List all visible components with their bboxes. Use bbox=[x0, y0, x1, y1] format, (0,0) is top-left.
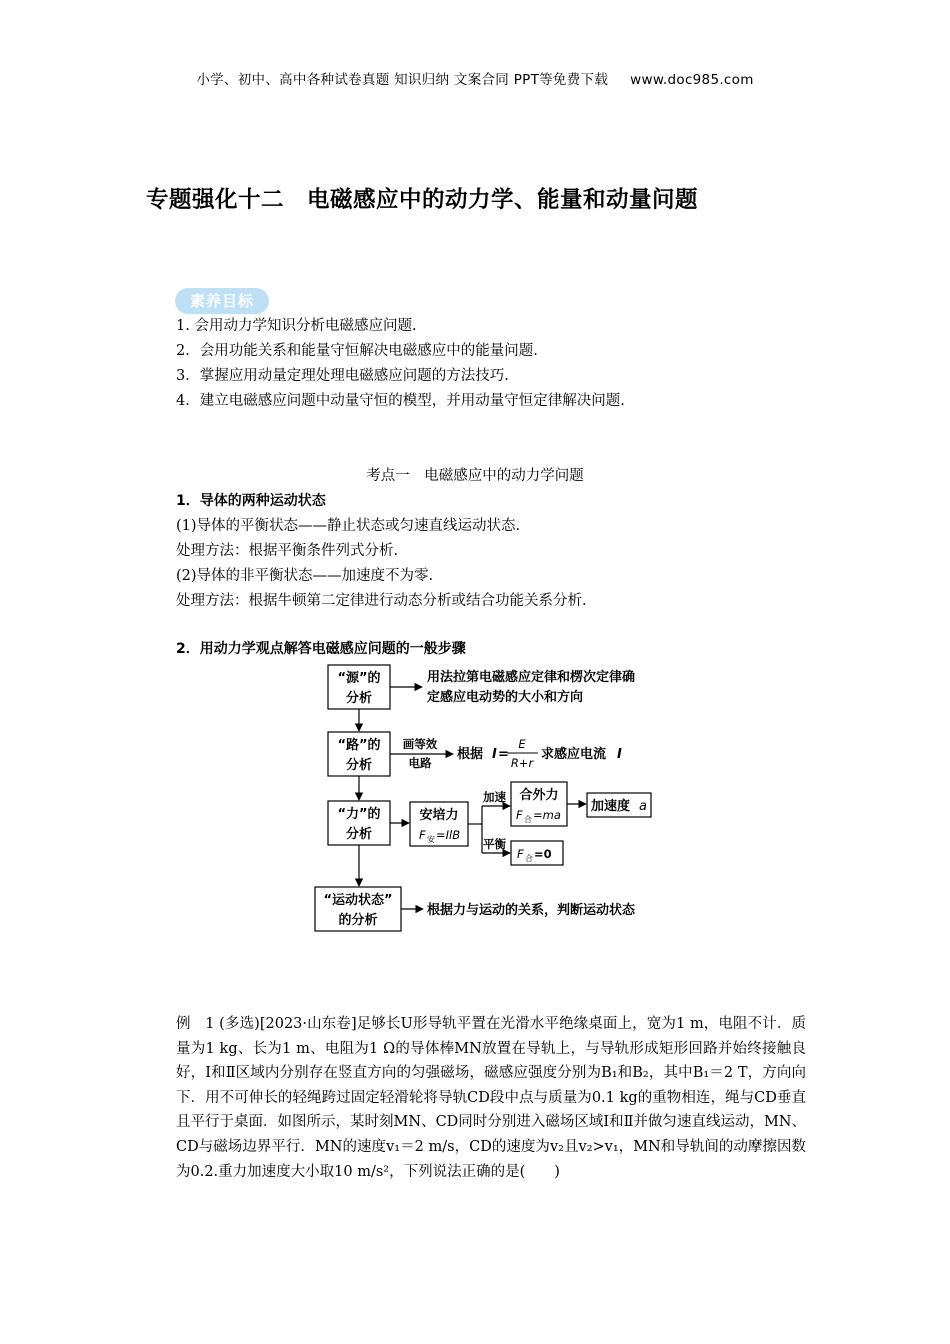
path-box-line1: “路”的 bbox=[337, 738, 381, 753]
goal-item-4: 4．建立电磁感应问题中动量守恒的模型，并用动量守恒定律解决问题. bbox=[176, 393, 625, 409]
path-arrow-label2: 电路 bbox=[408, 756, 432, 770]
goal-item-3: 3．掌握应用动量定理处理电磁感应问题的方法技巧. bbox=[176, 368, 509, 384]
balance-label: 平衡 bbox=[483, 837, 506, 851]
ampere-F: F bbox=[419, 828, 426, 842]
page-header bbox=[0, 68, 950, 88]
source-box-line1: “源”的 bbox=[337, 671, 381, 686]
goals-badge: 素养目标 bbox=[175, 288, 269, 314]
path-arrow-label1: 画等效 bbox=[402, 737, 438, 751]
example-paragraph bbox=[176, 1012, 806, 1184]
force-box-line1: “力”的 bbox=[337, 807, 381, 822]
body-line-2: 处理方法：根据平衡条件列式分析. bbox=[176, 543, 399, 559]
path-note-equals: = bbox=[498, 747, 509, 762]
net-force-sub: 合 bbox=[524, 815, 532, 824]
path-note-suffix: 求感应电流 bbox=[541, 747, 607, 762]
net-force-F: F bbox=[516, 808, 523, 822]
balance-F: F bbox=[517, 847, 524, 861]
ampere-force-label: 安培力 bbox=[419, 808, 459, 823]
motion-box-line2: 的分析 bbox=[338, 913, 378, 928]
subheading-2: 2．用动力学观点解答电磁感应问题的一般步骤 bbox=[176, 641, 466, 657]
source-note-line1: 用法拉第电磁感应定律和楞次定律确 bbox=[427, 670, 636, 685]
path-note-current-var: I bbox=[492, 747, 497, 762]
header-url[interactable]: www.doc985.com bbox=[630, 72, 754, 88]
subheading-1: 1．导体的两种运动状态 bbox=[176, 493, 326, 509]
net-force-eq: =ma bbox=[533, 808, 561, 822]
goal-item-1: 1. 会用动力学知识分析电磁感应问题. bbox=[176, 318, 417, 334]
balance-sub: 合 bbox=[525, 854, 533, 863]
force-box-line2: 分析 bbox=[345, 827, 373, 842]
body-line-1: (1)导体的平衡状态——静止状态或匀速直线运动状态. bbox=[176, 518, 521, 534]
acceleration-label: 加速度 bbox=[591, 799, 631, 814]
source-box-line2: 分析 bbox=[345, 691, 373, 706]
motion-box-line1: “运动状态” bbox=[323, 893, 393, 908]
path-note-denominator: R+r bbox=[510, 756, 534, 770]
path-box-line2: 分析 bbox=[345, 758, 373, 773]
flowchart-diagram bbox=[310, 660, 670, 940]
header-text: 小学、初中、高中各种试卷真题 知识归纳 文案合同 PPT等免费下载 bbox=[196, 72, 609, 88]
page-title: 专题强化十二 电磁感应中的动力学、能量和动量问题 bbox=[146, 187, 699, 213]
example-text: 例 1 (多选)[2023·山东卷]足够长U形导轨平置在光滑水平绝缘桌面上，宽为1 m，电阻不计．质量为1 kg、长为1 m、电阻为1 Ω的导体棒MN放置在导轨上，与导轨形成矩形回路并始终接触良好，Ⅰ和Ⅱ区域内分别存在竖直方向的匀强磁场，磁感应强度分别为B₁和B₂，其中B₁＝2 T，方向向下．用不可伸长的轻绳跨过固定轻滑轮将导轨CD段中点与质量为0.1 kg的重物相连，绳与CD垂直且平行于桌面．如图所示，某时刻MN、CD同时分别进入磁场区域Ⅰ和Ⅱ并做匀速直线运动，MN、CD与磁场边界平行．MN的速度v₁＝2 m/s，CD的速度为v₂且v₂>v₁，MN和导轨间的动摩擦因数为0.2.重力加速度大小取10 m/s²，下列说法正确的是( ) bbox=[176, 1016, 806, 1180]
body-line-4: 处理方法：根据牛顿第二定律进行动态分析或结合功能关系分析. bbox=[176, 593, 587, 609]
ampere-sub: 安 bbox=[427, 835, 435, 844]
goal-item-2: 2．会用功能关系和能量守恒解决电磁感应中的能量问题. bbox=[176, 343, 538, 359]
path-note-prefix: 根据 bbox=[457, 747, 484, 762]
ampere-eq: =IlB bbox=[436, 828, 461, 842]
source-note-line2: 定感应电动势的大小和方向 bbox=[427, 690, 584, 705]
path-note-numerator: E bbox=[518, 737, 526, 751]
balance-eq: =0 bbox=[534, 847, 552, 861]
motion-note: 根据力与运动的关系，判断运动状态 bbox=[427, 903, 636, 918]
section-heading: 考点一 电磁感应中的动力学问题 bbox=[366, 468, 584, 484]
acceleration-var: a bbox=[639, 799, 647, 814]
accel-label: 加速 bbox=[483, 790, 506, 804]
net-force-label: 合外力 bbox=[519, 788, 559, 803]
body-line-3: (2)导体的非平衡状态——加速度不为零. bbox=[176, 568, 434, 584]
path-note-current-var-2: I bbox=[617, 747, 622, 762]
